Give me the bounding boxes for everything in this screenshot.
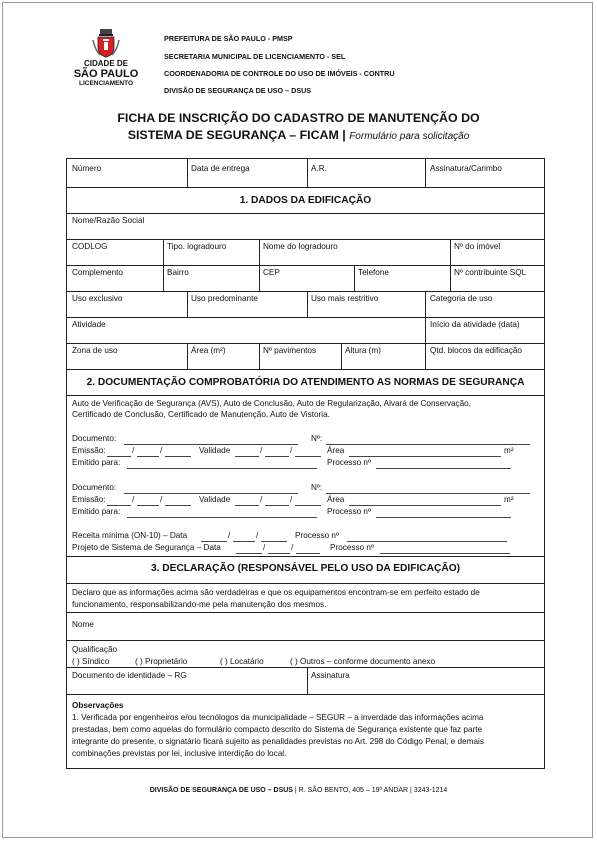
- projeto-processo-label: Processo nº: [330, 543, 374, 552]
- receita-year[interactable]: [261, 541, 287, 542]
- emissao-month-2[interactable]: [137, 505, 159, 506]
- form-title-line-1: FICHA DE INSCRIÇÃO DO CADASTRO DE MANUTENÇÃO DO: [117, 111, 480, 125]
- numero-label-1: Nº:: [311, 434, 323, 443]
- contribuinte-field[interactable]: Nº contribuinte SQL: [454, 268, 527, 277]
- area-field[interactable]: Área (m²): [191, 346, 226, 355]
- zona-uso-field[interactable]: Zona de uso: [72, 346, 118, 355]
- processo-line-1[interactable]: [376, 468, 511, 469]
- emissao-year-2[interactable]: [165, 505, 191, 506]
- slash: /: [290, 446, 293, 455]
- slash: /: [291, 543, 294, 552]
- processo-label-2: Processo nº: [327, 507, 371, 516]
- processo-label-1: Processo nº: [327, 458, 371, 467]
- ar-label: A.R.: [311, 164, 327, 173]
- section-3-title: 3. DECLARAÇÃO (RESPONSÁVEL PELO USO DA EDIFICAÇÃO): [150, 563, 461, 574]
- pavimentos-field[interactable]: Nº pavimentos: [263, 346, 317, 355]
- city-logo: [64, 28, 148, 88]
- emissao-day-2[interactable]: [107, 505, 131, 506]
- emissao-label-1: Emissão:: [72, 446, 106, 455]
- numero-imovel-field[interactable]: Nº do imóvel: [454, 242, 501, 251]
- observacoes-line-1: 1. Verificada por engenheiros e/ou tecnólogos da municipalidade – SEGUR – a inverdade das informações acima: [72, 713, 484, 722]
- receita-month[interactable]: [233, 541, 255, 542]
- projeto-label: Projeto de Sistema de Segurança – Data: [72, 543, 221, 552]
- observacoes-line-4: combinações previstas por lei, inclusive interdição do local.: [72, 749, 287, 758]
- slash: /: [228, 531, 231, 540]
- emitido-label-2: Emitido para:: [72, 507, 121, 516]
- form-title-line-2: [0, 127, 597, 145]
- validade-month-2[interactable]: [265, 505, 289, 506]
- documento-line-2[interactable]: [124, 493, 298, 494]
- emissao-day-1[interactable]: [107, 456, 131, 457]
- coat-of-arms-icon: [91, 28, 121, 58]
- validade-label-2: Validade: [199, 495, 231, 504]
- nome-logradouro-field[interactable]: Nome do logradouro: [263, 242, 338, 251]
- validade-month-1[interactable]: [265, 456, 289, 457]
- numero-line-1[interactable]: [326, 444, 530, 445]
- footer: [0, 787, 597, 794]
- option-locatario[interactable]: ( ) Locatário: [220, 657, 264, 666]
- documento-line-1[interactable]: [124, 444, 298, 445]
- observacoes-line-2: prestadas, bem como aquelas do formulário compacto descrito do Sistema de Segurança existente que faz parte: [72, 725, 483, 734]
- numero-label: Número: [72, 164, 102, 173]
- footer-address: | R. SÃO BENTO, 405 – 19º ANDAR | 3243-1214: [292, 787, 448, 794]
- declaration-line-1: Declaro que as informações acima são verdadeiras e que os equipamentos encontram-se em perfeito estado de: [72, 588, 480, 597]
- slash: /: [132, 446, 135, 455]
- bairro-field[interactable]: Bairro: [167, 268, 189, 277]
- m2-unit-1: m²: [504, 446, 514, 455]
- receita-day[interactable]: [201, 541, 227, 542]
- cep-field[interactable]: CEP: [263, 268, 280, 277]
- emissao-month-1[interactable]: [137, 456, 159, 457]
- area-label-1: Área: [327, 446, 345, 455]
- header-line-2: SECRETARIA MUNICIPAL DE LICENCIAMENTO - SEL: [164, 52, 346, 61]
- uso-exclusivo-field[interactable]: Uso exclusivo: [72, 294, 123, 303]
- slash: /: [290, 495, 293, 504]
- slash: /: [260, 446, 263, 455]
- footer-division: DIVISÃO DE SEGURANÇA DE USO – DSUS: [149, 787, 293, 794]
- option-sindico[interactable]: ( ) Síndico: [72, 657, 110, 666]
- projeto-month[interactable]: [268, 553, 290, 554]
- slash: /: [160, 495, 163, 504]
- altura-field[interactable]: Altura (m): [345, 346, 381, 355]
- categoria-uso-field[interactable]: Categoria de uso: [430, 294, 493, 303]
- declaration-line-2: funcionamento, responsabilizando-me pela manutenção dos mesmos.: [72, 600, 327, 609]
- codlog-field[interactable]: CODLOG: [72, 242, 108, 251]
- area-label-2: Área: [327, 495, 345, 504]
- validade-year-1[interactable]: [295, 456, 321, 457]
- receita-label: Receita mínima (ON-10) – Data: [72, 531, 188, 540]
- uso-predominante-field[interactable]: Uso predominante: [191, 294, 258, 303]
- emitido-line-2[interactable]: [127, 517, 317, 518]
- complemento-field[interactable]: Complemento: [72, 268, 123, 277]
- option-proprietario[interactable]: ( ) Proprietário: [135, 657, 188, 666]
- validade-day-1[interactable]: [235, 456, 259, 457]
- emitido-line-1[interactable]: [127, 468, 317, 469]
- m2-unit-2: m²: [504, 495, 514, 504]
- observacoes-line-3: integrante do presente, o signatário ficará sujeito as penalidades previstas no Art. 298 do Código Penal, e demais: [72, 737, 484, 746]
- slash: /: [256, 531, 259, 540]
- slash: /: [132, 495, 135, 504]
- nome-razao-social-field[interactable]: Nome/Razão Social: [72, 216, 145, 225]
- area-line-1[interactable]: [349, 456, 501, 457]
- header-line-4: DIVISÃO DE SEGURANÇA DE USO – DSUS: [164, 86, 312, 95]
- section-1-title: 1. DADOS DA EDIFICAÇÃO: [239, 195, 372, 206]
- slash: /: [263, 543, 266, 552]
- validade-day-2[interactable]: [235, 505, 259, 506]
- nome-field[interactable]: Nome: [72, 620, 94, 629]
- inicio-atividade-field[interactable]: Início da atividade (data): [430, 320, 520, 329]
- receita-processo-label: Processo nº: [295, 531, 339, 540]
- processo-line-2[interactable]: [376, 517, 511, 518]
- receita-processo-line[interactable]: [347, 541, 507, 542]
- logo-line-3: LICENCIAMENTO: [78, 80, 134, 87]
- numero-label-2: Nº:: [311, 483, 323, 492]
- assinatura-carimbo-label: Assinatura/Carimbo: [430, 164, 502, 173]
- assinatura-field[interactable]: Assinatura: [311, 671, 350, 680]
- atividade-field[interactable]: Atividade: [72, 320, 106, 329]
- form-subtitle: Formulário para solicitação: [349, 131, 470, 142]
- area-line-2[interactable]: [349, 505, 501, 506]
- header-line-3: COORDENADORIA DE CONTROLE DO USO DE IMÓVEIS - CONTRU: [164, 69, 395, 78]
- section-2-intro-2: Certificado de Conclusão, Certificado de Manutenção, Auto de Vistoria.: [72, 410, 330, 419]
- validade-year-2[interactable]: [295, 505, 321, 506]
- slash: /: [260, 495, 263, 504]
- numero-line-2[interactable]: [326, 493, 530, 494]
- registration-form: [66, 158, 545, 769]
- tipo-logradouro-field[interactable]: Tipo. logradouro: [167, 242, 227, 251]
- qualificacao-label: Qualificação: [72, 645, 118, 654]
- observacoes-title: Observações: [72, 701, 124, 710]
- section-2-title: 2. DOCUMENTAÇÃO COMPROBATÓRIA DO ATENDIMENTO AS NORMAS DE SEGURANÇA: [86, 377, 525, 388]
- header-line-1: PREFEITURA DE SÃO PAULO - PMSP: [164, 34, 293, 43]
- projeto-year[interactable]: [296, 553, 320, 554]
- documento-label-2: Documento:: [72, 483, 117, 492]
- logo-line-2: SÃO PAULO: [73, 68, 139, 80]
- projeto-processo-line[interactable]: [380, 553, 510, 554]
- emissao-year-1[interactable]: [165, 456, 191, 457]
- option-outros[interactable]: ( ) Outros – conforme documento anexo: [290, 657, 436, 666]
- logo-line-1: CIDADE DE: [83, 59, 128, 68]
- telefone-field[interactable]: Telefone: [358, 268, 389, 277]
- data-entrega-label: Data de entrega: [191, 164, 250, 173]
- qtd-blocos-field[interactable]: Qtd. blocos da edificação: [430, 346, 522, 355]
- documento-label-1: Documento:: [72, 434, 117, 443]
- emissao-label-2: Emissão:: [72, 495, 106, 504]
- validade-label-1: Validade: [199, 446, 231, 455]
- projeto-day[interactable]: [236, 553, 262, 554]
- documento-identidade-field[interactable]: Documento de identidade – RG: [72, 671, 187, 680]
- slash: /: [160, 446, 163, 455]
- uso-restritivo-field[interactable]: Uso mais restritivo: [311, 294, 379, 303]
- form-title-main: SISTEMA DE SEGURANÇA – FICAM |: [127, 128, 346, 142]
- section-2-intro-1: Auto de Verificação de Segurança (AVS), Auto de Conclusão, Auto de Regularização, Alvará de Conservação,: [72, 399, 472, 408]
- emitido-label-1: Emitido para:: [72, 458, 121, 467]
